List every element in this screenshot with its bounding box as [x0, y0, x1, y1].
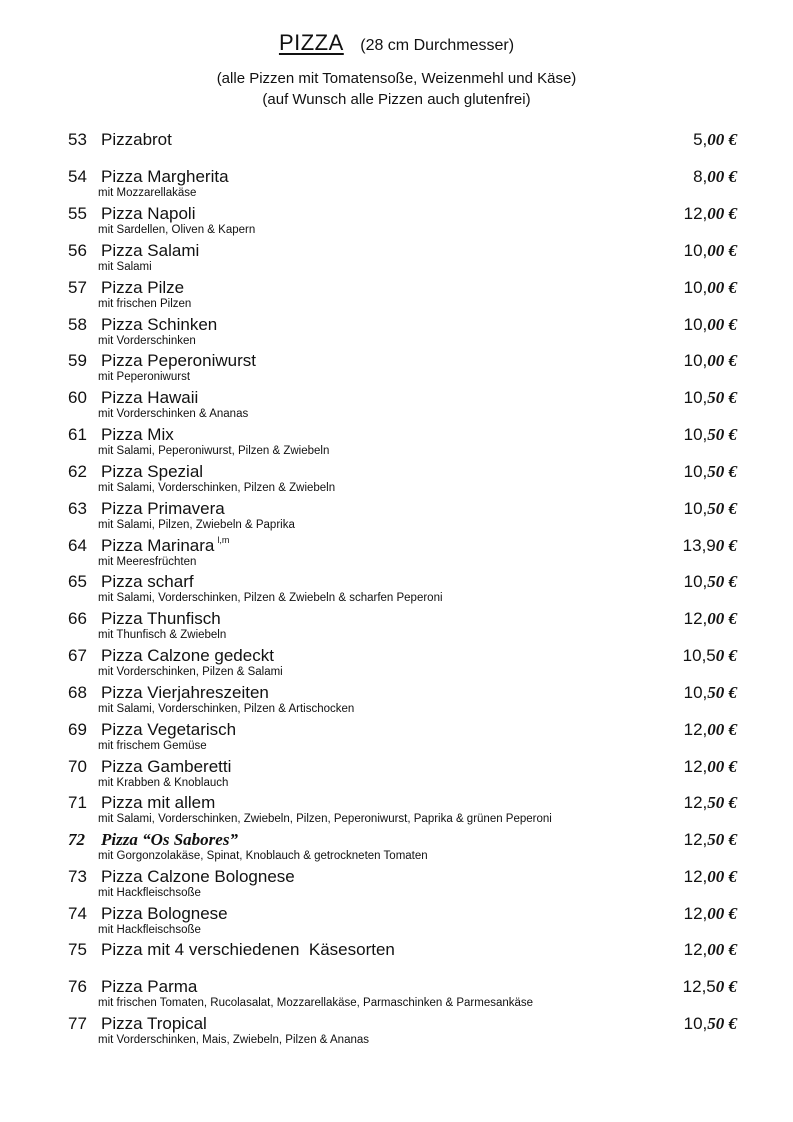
item-number: 68	[68, 683, 87, 702]
price-decimal-part: 50 €	[707, 793, 737, 812]
price-decimal-part: 00 €	[707, 204, 737, 223]
price-integer-part: 12,	[683, 609, 708, 628]
item-description: mit Salami, Vorderschinken, Pilzen & Artischocken	[98, 703, 355, 715]
price-integer-part: 12,	[683, 867, 708, 886]
menu-item	[0, 425, 793, 461]
menu-item	[0, 940, 793, 976]
item-number: 56	[68, 241, 87, 260]
price-integer-part: 12,	[683, 757, 708, 776]
item-number: 73	[68, 867, 87, 886]
item-number: 67	[68, 646, 87, 665]
item-number: 71	[68, 793, 87, 812]
price-integer-part: 10,	[683, 388, 708, 407]
item-price	[693, 167, 737, 187]
item-description: mit Krabben & Knoblauch	[98, 777, 229, 789]
menu-item	[0, 315, 793, 351]
menu-item	[0, 536, 793, 572]
price-decimal-part: 0 €	[715, 536, 737, 555]
item-name-text: Pizza Vegetarisch	[101, 720, 237, 739]
item-description: mit Salami, Vorderschinken, Pilzen & Zwiebeln	[98, 482, 336, 494]
item-name	[101, 351, 256, 371]
item-name-text: Pizza Bolognese	[101, 904, 228, 923]
item-price	[684, 315, 737, 335]
item-price	[684, 204, 737, 224]
item-name-text: Pizza mit allem	[101, 793, 216, 812]
item-price	[684, 867, 737, 887]
item-name	[101, 646, 274, 666]
item-name-text: Pizza Peperoniwurst	[101, 351, 256, 370]
item-name-text: Pizza Thunfisch	[101, 609, 221, 628]
item-price	[684, 609, 737, 629]
menu-item	[0, 867, 793, 903]
item-name-text: Pizza scharf	[101, 572, 194, 591]
item-name	[101, 241, 199, 261]
price-integer-part: 10,	[683, 425, 708, 444]
item-name	[101, 572, 194, 592]
item-description: mit Vorderschinken	[98, 335, 196, 347]
item-name	[101, 130, 172, 150]
item-price	[684, 425, 737, 445]
item-price	[684, 720, 737, 740]
item-price	[684, 757, 737, 777]
item-number: 74	[68, 904, 87, 923]
item-price	[684, 830, 737, 850]
menu-item	[0, 278, 793, 314]
item-description: mit Salami, Peperoniwurst, Pilzen & Zwiebeln	[98, 445, 330, 457]
price-decimal-part: 50 €	[707, 1014, 737, 1033]
item-name-text: Pizza Calzone gedeckt	[101, 646, 274, 665]
price-decimal-part: 00 €	[707, 757, 737, 776]
item-description: mit Thunfisch & Zwiebeln	[98, 629, 227, 641]
price-decimal-part: 00 €	[707, 904, 737, 923]
allergen-superscript: l,m	[217, 535, 230, 545]
item-name	[101, 388, 198, 408]
item-number: 69	[68, 720, 87, 739]
item-price	[684, 904, 737, 924]
price-integer-part: 12,	[683, 720, 708, 739]
price-decimal-part: 50 €	[707, 462, 737, 481]
item-name-text: Pizza mit 4 verschiedenen Käsesorten	[101, 940, 395, 959]
item-name	[101, 499, 225, 519]
price-integer-part: 10,	[683, 499, 708, 518]
price-integer-part: 12,5	[682, 977, 716, 996]
price-decimal-part: 0 €	[715, 646, 737, 665]
item-name	[101, 315, 217, 335]
menu-item	[0, 1014, 793, 1050]
price-integer-part: 13,9	[682, 536, 716, 555]
menu-item	[0, 646, 793, 682]
price-integer-part: 10,	[683, 572, 708, 591]
item-number: 75	[68, 940, 87, 959]
item-price	[684, 1014, 737, 1034]
price-decimal-part: 50 €	[707, 830, 737, 849]
item-number: 54	[68, 167, 87, 186]
item-name	[101, 536, 229, 556]
price-integer-part: 10,	[683, 241, 708, 260]
price-decimal-part: 50 €	[707, 572, 737, 591]
price-integer-part: 12,	[683, 793, 708, 812]
item-number: 66	[68, 609, 87, 628]
price-decimal-part: 50 €	[707, 388, 737, 407]
price-decimal-part: 00 €	[707, 940, 737, 959]
menu-item	[0, 130, 793, 166]
item-name	[101, 720, 236, 740]
item-name	[101, 867, 295, 887]
price-integer-part: 8,	[693, 167, 708, 186]
price-decimal-part: 00 €	[707, 351, 737, 370]
price-decimal-part: 00 €	[707, 130, 737, 149]
price-decimal-part: 00 €	[707, 278, 737, 297]
item-name	[101, 757, 231, 777]
price-decimal-part: 00 €	[707, 167, 737, 186]
price-decimal-part: 00 €	[707, 720, 737, 739]
menu-item	[0, 572, 793, 608]
item-name-text: Pizza Calzone Bolognese	[101, 867, 295, 886]
item-description: mit Meeresfrüchten	[98, 556, 197, 568]
price-integer-part: 10,	[683, 315, 708, 334]
item-number: 64	[68, 536, 87, 555]
menu-item	[0, 388, 793, 424]
item-description: mit frischen Tomaten, Rucolasalat, Mozzarellakäse, Parmaschinken & Parmesankäse	[98, 997, 534, 1009]
ingredients-note: (alle Pizzen mit Tomatensoße, Weizenmehl und Käse)	[216, 70, 577, 87]
price-decimal-part: 0 €	[715, 977, 737, 996]
price-integer-part: 12,	[683, 904, 708, 923]
item-price	[693, 130, 737, 150]
item-name-text: Pizza Margherita	[101, 167, 229, 186]
item-description: mit Sardellen, Oliven & Kapern	[98, 224, 256, 236]
item-name	[101, 462, 203, 482]
item-number: 72	[68, 830, 85, 849]
item-name-text: Pizza Marinara	[101, 536, 215, 555]
item-number: 61	[68, 425, 87, 444]
item-price	[684, 683, 737, 703]
item-name-text: Pizza Pilze	[101, 278, 185, 297]
price-integer-part: 12,	[683, 204, 708, 223]
item-name	[101, 683, 269, 703]
item-name-text: Pizza Napoli	[101, 204, 196, 223]
menu-item	[0, 757, 793, 793]
item-name-text: Pizzabrot	[101, 130, 172, 149]
menu-item	[0, 904, 793, 940]
item-number: 53	[68, 130, 87, 149]
price-integer-part: 12,	[683, 940, 708, 959]
item-description: mit Vorderschinken & Ananas	[98, 408, 249, 420]
item-description: mit Vorderschinken, Mais, Zwiebeln, Pilzen & Ananas	[98, 1034, 370, 1046]
item-name	[101, 167, 229, 187]
price-integer-part: 10,	[683, 351, 708, 370]
price-integer-part: 10,	[683, 278, 708, 297]
page-subtitle: (28 cm Durchmesser)	[360, 37, 515, 54]
item-name	[101, 977, 197, 997]
price-integer-part: 10,	[683, 462, 708, 481]
item-name	[101, 793, 215, 813]
item-description: mit frischen Pilzen	[98, 298, 192, 310]
item-name-text: Pizza Spezial	[101, 462, 204, 481]
item-name-text: Pizza Schinken	[101, 315, 218, 334]
item-name-text: Pizza Vierjahreszeiten	[101, 683, 269, 702]
item-name	[101, 609, 221, 629]
item-name-text: Pizza Gamberetti	[101, 757, 232, 776]
menu-item	[0, 720, 793, 756]
item-number: 63	[68, 499, 87, 518]
item-price	[684, 351, 737, 371]
item-name-text: Pizza Mix	[101, 425, 174, 444]
item-number: 65	[68, 572, 87, 591]
item-number: 58	[68, 315, 87, 334]
price-integer-part: 10,5	[682, 646, 716, 665]
item-price	[684, 241, 737, 261]
item-description: mit Gorgonzolakäse, Spinat, Knoblauch & getrockneten Tomaten	[98, 850, 428, 862]
price-decimal-part: 00 €	[707, 867, 737, 886]
menu-item	[0, 499, 793, 535]
gluten-free-note: (auf Wunsch alle Pizzen auch glutenfrei)	[262, 91, 531, 108]
menu-title-line	[0, 30, 793, 56]
price-decimal-part: 50 €	[707, 425, 737, 444]
menu-item	[0, 167, 793, 203]
item-description: mit Salami, Vorderschinken, Zwiebeln, Pilzen, Peperoniwurst, Paprika & grünen Peperoni	[98, 813, 552, 825]
item-number: 57	[68, 278, 87, 297]
price-decimal-part: 00 €	[707, 241, 737, 260]
price-integer-part: 12,	[683, 830, 708, 849]
item-name-text: Pizza “Os Sabores”	[101, 830, 238, 849]
menu-item	[0, 609, 793, 645]
item-price	[683, 977, 737, 997]
item-name-text: Pizza Parma	[101, 977, 198, 996]
menu-item	[0, 830, 793, 866]
menu-item	[0, 683, 793, 719]
item-description: mit Vorderschinken, Pilzen & Salami	[98, 666, 283, 678]
item-number: 55	[68, 204, 87, 223]
item-number: 76	[68, 977, 87, 996]
item-description: mit Salami	[98, 261, 152, 273]
item-description: mit Peperoniwurst	[98, 371, 191, 383]
menu-item	[0, 977, 793, 1013]
item-number: 70	[68, 757, 87, 776]
price-decimal-part: 00 €	[707, 315, 737, 334]
item-name-text: Pizza Salami	[101, 241, 200, 260]
item-price	[684, 278, 737, 298]
item-number: 59	[68, 351, 87, 370]
item-description: mit Hackfleischsoße	[98, 887, 201, 899]
item-price	[684, 940, 737, 960]
item-price	[684, 572, 737, 592]
menu-item	[0, 204, 793, 240]
item-name-text: Pizza Hawaii	[101, 388, 199, 407]
item-description: mit frischem Gemüse	[98, 740, 207, 752]
item-name	[101, 940, 395, 960]
item-name	[101, 425, 174, 445]
price-decimal-part: 50 €	[707, 683, 737, 702]
menu-item	[0, 241, 793, 277]
item-price	[683, 646, 737, 666]
item-name	[101, 904, 228, 924]
item-number: 60	[68, 388, 87, 407]
menu-item	[0, 462, 793, 498]
price-decimal-part: 00 €	[707, 609, 737, 628]
item-description: mit Mozzarellakäse	[98, 187, 197, 199]
item-name-text: Pizza Primavera	[101, 499, 225, 518]
item-price	[684, 499, 737, 519]
item-description: mit Salami, Vorderschinken, Pilzen & Zwiebeln & scharfen Peperoni	[98, 592, 443, 604]
item-price	[684, 462, 737, 482]
item-name	[101, 204, 196, 224]
item-description: mit Salami, Pilzen, Zwiebeln & Paprika	[98, 519, 295, 531]
menu-item	[0, 793, 793, 829]
price-integer-part: 10,	[683, 1014, 708, 1033]
price-decimal-part: 50 €	[707, 499, 737, 518]
item-name	[101, 830, 238, 850]
price-integer-part: 5,	[693, 130, 708, 149]
item-name	[101, 278, 184, 298]
item-price	[683, 536, 737, 556]
item-number: 77	[68, 1014, 87, 1033]
item-price	[684, 793, 737, 813]
item-description: mit Hackfleischsoße	[98, 924, 201, 936]
item-number: 62	[68, 462, 87, 481]
item-name	[101, 1014, 207, 1034]
item-name-text: Pizza Tropical	[101, 1014, 207, 1033]
price-integer-part: 10,	[683, 683, 708, 702]
menu-item	[0, 351, 793, 387]
item-price	[684, 388, 737, 408]
page-title: PIZZA	[278, 30, 344, 55]
